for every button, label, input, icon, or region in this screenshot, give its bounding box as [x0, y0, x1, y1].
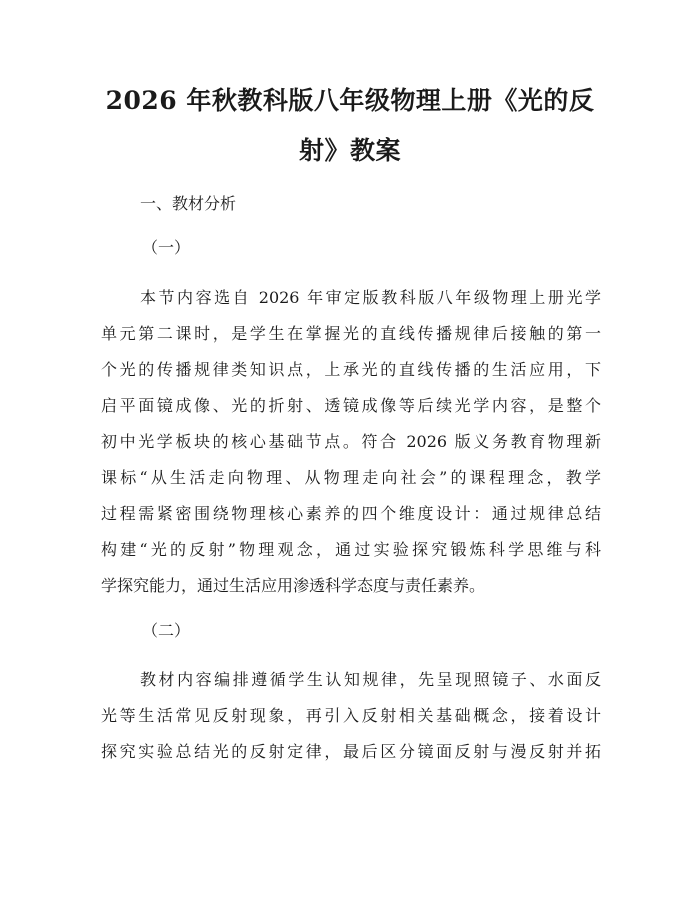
- paragraph-line: 个光的传播规律类知识点，上承光的直线传播的生活应用，下: [101, 360, 601, 379]
- paragraph-line: 学探究能力，通过生活应用渗透科学态度与责任素养。: [101, 576, 486, 595]
- paragraph-line: 探究实验总结光的反射定律，最后区分镜面反射与漫反射并拓: [101, 742, 601, 761]
- section-heading: 一、教材分析: [140, 194, 237, 213]
- paragraph-line: 光等生活常见反射现象，再引入反射相关基础概念，接着设计: [101, 706, 601, 725]
- paragraph-line: 单元第二课时，是学生在掌握光的直线传播规律后接触的第一: [101, 324, 601, 343]
- document-title-line-1: 2026 年秋教科版八年级物理上册《光的反: [105, 86, 595, 115]
- paragraph-line: 课标“从生活走向物理、从物理走向社会”的课程理念，教学: [101, 468, 601, 487]
- subsection-heading-2: （二）: [142, 621, 191, 640]
- paragraph-line: 启平面镜成像、光的折射、透镜成像等后续光学内容，是整个: [101, 396, 601, 415]
- subsection-heading-1: （一）: [142, 238, 191, 257]
- paragraph-line: 构建“光的反射”物理观念，通过实验探究锻炼科学思维与科: [101, 540, 601, 559]
- paragraph-line: 初中光学板块的核心基础节点。符合 2026 版义务教育物理新: [101, 432, 601, 451]
- paragraph-line: 过程需紧密围绕物理核心素养的四个维度设计：通过规律总结: [101, 504, 601, 523]
- paragraph-line: 教材内容编排遵循学生认知规律，先呈现照镜子、水面反: [140, 670, 601, 689]
- document-title-line-2: 射》教案: [298, 136, 401, 165]
- paragraph-line: 本节内容选自 2026 年审定版教科版八年级物理上册光学: [140, 288, 601, 307]
